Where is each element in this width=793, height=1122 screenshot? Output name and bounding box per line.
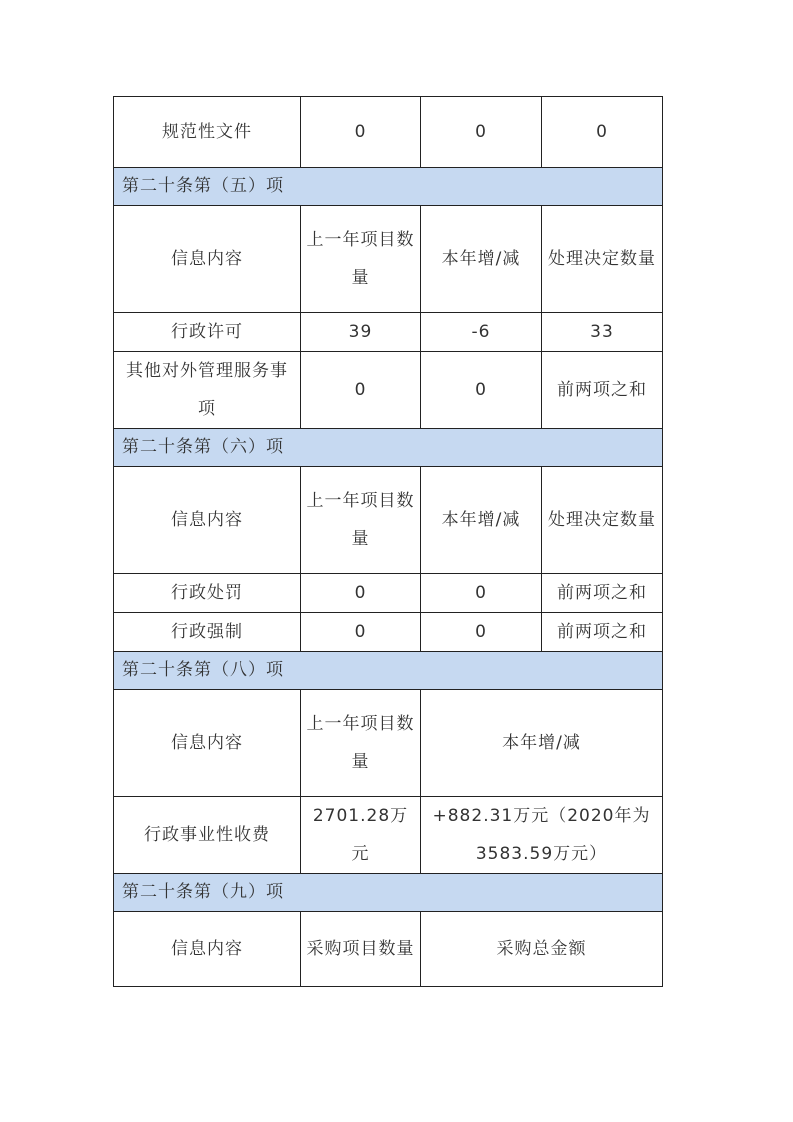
header-row [114, 912, 663, 987]
table-cell: 0 [301, 97, 421, 168]
section-title: 第二十条第（六）项 [114, 429, 663, 467]
table-row [114, 97, 663, 168]
table-cell: 0 [542, 97, 663, 168]
column-header: 上一年项目数量 [301, 467, 421, 574]
header-row [114, 467, 663, 574]
column-header: 本年增/减 [421, 690, 663, 797]
table-cell: 39 [301, 313, 421, 352]
table-cell: 0 [301, 352, 421, 429]
table-cell: 前两项之和 [542, 613, 663, 652]
header-row [114, 690, 663, 797]
column-header: 信息内容 [114, 206, 301, 313]
table-cell: 行政事业性收费 [114, 797, 301, 874]
table-cell: -6 [421, 313, 542, 352]
column-header: 本年增/减 [421, 467, 542, 574]
table-row [114, 797, 663, 874]
table-cell: 规范性文件 [114, 97, 301, 168]
table-cell: 前两项之和 [542, 574, 663, 613]
disclosure-table [113, 96, 663, 987]
table-cell: 33 [542, 313, 663, 352]
table-cell: 前两项之和 [542, 352, 663, 429]
table-cell: 行政强制 [114, 613, 301, 652]
table-row [114, 313, 663, 352]
section-title: 第二十条第（八）项 [114, 652, 663, 690]
section-title: 第二十条第（九）项 [114, 874, 663, 912]
table-cell: +882.31万元（2020年为3583.59万元） [421, 797, 663, 874]
column-header: 采购总金额 [421, 912, 663, 987]
column-header: 本年增/减 [421, 206, 542, 313]
table-cell: 其他对外管理服务事项 [114, 352, 301, 429]
table-cell: 0 [301, 574, 421, 613]
section-header-row [114, 168, 663, 206]
column-header: 处理决定数量 [542, 467, 663, 574]
header-row [114, 206, 663, 313]
table-row [114, 574, 663, 613]
table-row [114, 352, 663, 429]
column-header: 上一年项目数量 [301, 206, 421, 313]
column-header: 信息内容 [114, 467, 301, 574]
table-cell: 0 [301, 613, 421, 652]
table-cell: 2701.28万元 [301, 797, 421, 874]
column-header: 信息内容 [114, 912, 301, 987]
column-header: 上一年项目数量 [301, 690, 421, 797]
table-cell: 0 [421, 574, 542, 613]
column-header: 采购项目数量 [301, 912, 421, 987]
table-cell: 0 [421, 352, 542, 429]
column-header: 处理决定数量 [542, 206, 663, 313]
section-title: 第二十条第（五）项 [114, 168, 663, 206]
table-cell: 0 [421, 97, 542, 168]
section-header-row [114, 429, 663, 467]
section-header-row [114, 874, 663, 912]
table-cell: 行政处罚 [114, 574, 301, 613]
table-cell: 行政许可 [114, 313, 301, 352]
column-header: 信息内容 [114, 690, 301, 797]
table-cell: 0 [421, 613, 542, 652]
section-header-row [114, 652, 663, 690]
table-row [114, 613, 663, 652]
